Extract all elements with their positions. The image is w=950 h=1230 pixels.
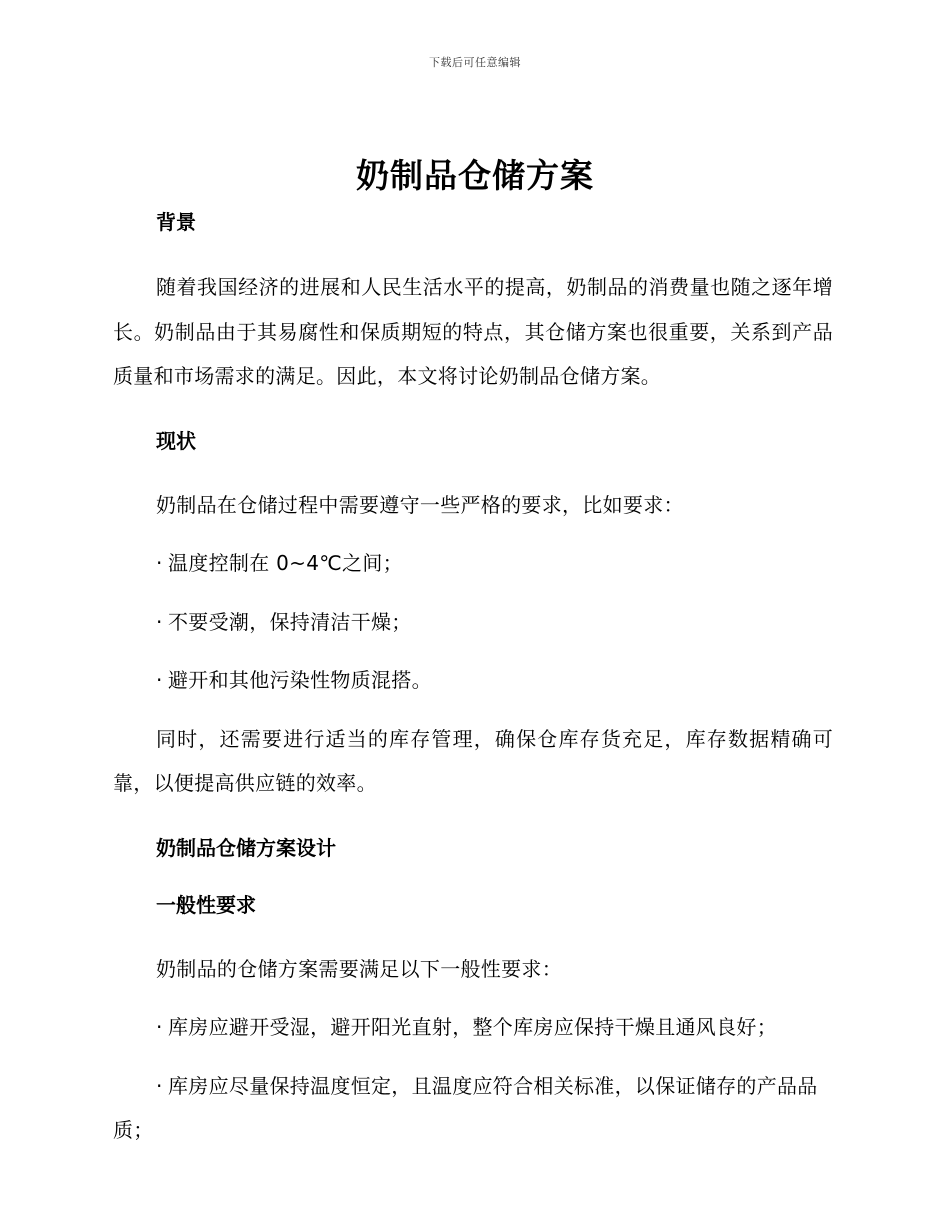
bullet-dot: · — [156, 668, 163, 692]
document-body — [113, 206, 833, 1153]
bullet-dot: · — [156, 1073, 163, 1098]
status-bullet — [113, 541, 833, 586]
section-heading-design: 奶制品仓储方案设计 — [156, 835, 336, 860]
bullet-dot: · — [156, 1015, 163, 1039]
general-bullet-text: 库房应尽量保持温度恒定，且温度应符合相关标准，以保证储存的产品品质； — [113, 1073, 818, 1142]
status-bullet-text: 温度控制在 0~4℃之间； — [168, 551, 403, 575]
bullet-dot: · — [156, 609, 163, 634]
section-heading-background: 背景 — [156, 210, 196, 234]
status-bullet-text: 避开和其他污染性物质混搭。 — [168, 668, 432, 692]
general-bullet-text: 库房应避开受湿，避开阳光直射，整个库房应保持干燥且通风良好； — [168, 1015, 777, 1039]
status-bullet — [113, 600, 833, 645]
general-intro: 奶制品的仓储方案需要满足以下一般性要求： — [156, 956, 562, 981]
status-closing: 同时，还需要进行适当的库存管理，确保仓库存货充足，库存数据精确可靠，以便提高供应链的效率。 — [113, 726, 833, 795]
header-note: 下载后可任意编辑 — [429, 56, 521, 69]
general-bullet — [113, 1005, 833, 1050]
status-bullet-text: 不要受潮，保持清洁干燥； — [168, 609, 412, 634]
general-bullet — [113, 1064, 833, 1153]
document-title: 奶制品仓储方案 — [356, 156, 594, 195]
background-paragraph: 随着我国经济的进展和人民生活水平的提高，奶制品的消费量也随之逐年增长。奶制品由于其易腐性和保质期短的特点，其仓储方案也很重要，关系到产品质量和市场需求的满足。因此，本文将讨论奶制品仓储方案。 — [113, 275, 833, 388]
status-intro: 奶制品在仓储过程中需要遵守一些严格的要求，比如要求： — [156, 492, 684, 517]
section-heading-status: 现状 — [156, 428, 196, 453]
section-heading-general: 一般性要求 — [156, 892, 256, 917]
status-bullet — [113, 658, 833, 703]
bullet-dot: · — [156, 551, 163, 575]
